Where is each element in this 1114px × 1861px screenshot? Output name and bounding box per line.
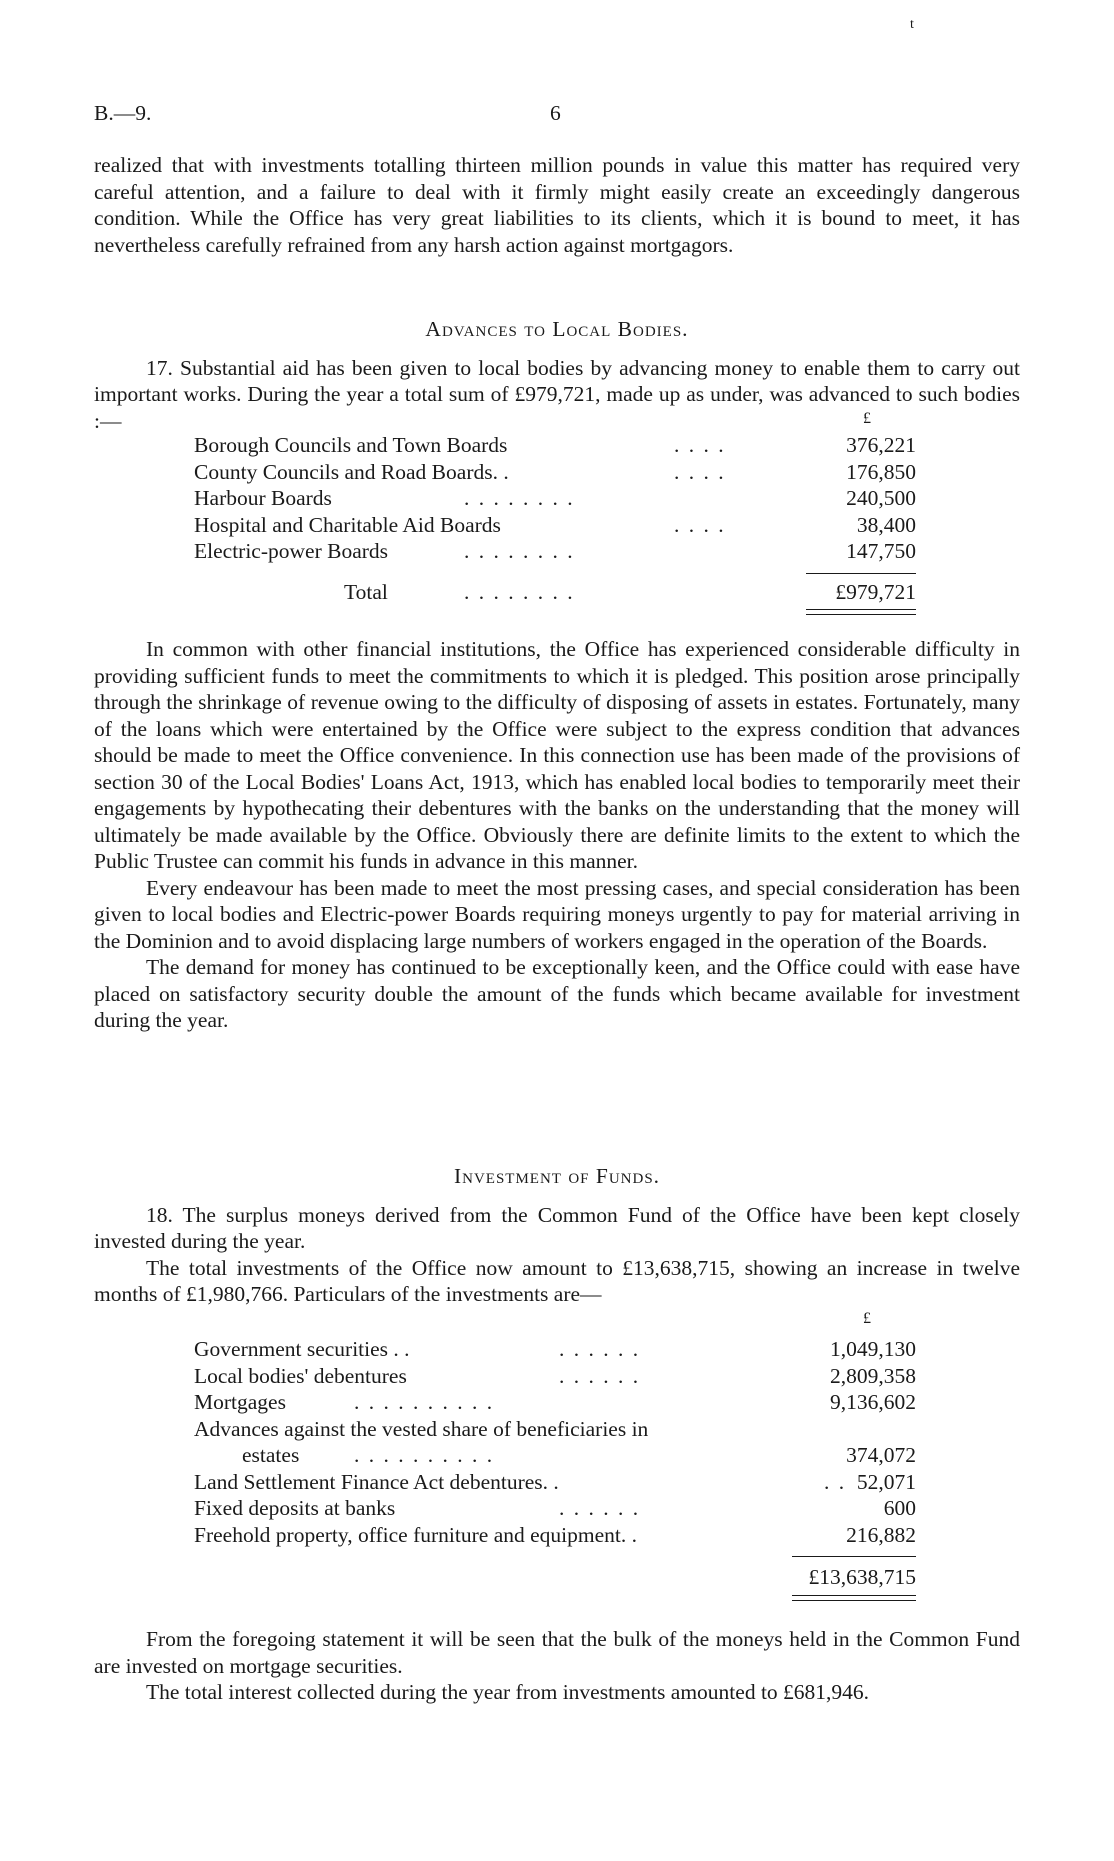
total-row: [94, 1564, 1020, 1591]
body-paragraph: The demand for money has continued to be exceptionally keen, and the Office could with ease have placed on satisfactory security double the amount of the funds which became available for investment during the year.: [94, 955, 1020, 1032]
leader-dots: . . . . . .: [559, 1363, 641, 1388]
row-amount: 38,400: [856, 512, 916, 537]
leader-dots: . . . . . .: [559, 1496, 641, 1520]
table-row: [94, 459, 1020, 486]
row-amount: 216,882: [846, 1522, 916, 1547]
intro-paragraph: realized that with investments totalling thirteen million pounds in value this matter has required very careful attention, and a failure to deal with it firmly might easily create an exceedingly dangerous condition. While the Office has very great liabilities to its clients, which it is bound to meet, it has nevertheless carefully refrained from any harsh action against mortgagors.: [94, 153, 1020, 257]
leader-dots: . . . .: [674, 512, 726, 537]
total-label: Total: [344, 579, 388, 604]
total-amount: £979,721: [835, 579, 916, 604]
table-row: [94, 1389, 1020, 1416]
table-row: [94, 1442, 1020, 1469]
table-row: [94, 538, 1020, 565]
row-amount: 600: [883, 1496, 916, 1520]
leader-dots: . . . . . . . .: [464, 486, 575, 510]
leader-dots: . . . . . . . .: [464, 579, 575, 604]
row-amount: 376,221: [846, 433, 916, 457]
body-paragraph: Every endeavour has been made to meet the most pressing cases, and special consideration has been given to local bodies and Electric-power Boards requiring moneys urgently to pay for material arriving in the Dominion and to avoid displacing large numbers of workers engaged in the operation of the Boards.: [94, 875, 1020, 953]
table-row: [94, 1363, 1020, 1390]
subtotal-rule: [792, 1556, 916, 1557]
total-double-rule: [792, 1595, 916, 1601]
investment-paragraph-1: 18. The surplus moneys derived from the Common Fund of the Office have been kept closely invested during the year.: [94, 1202, 1020, 1253]
closing-paragraph: The total interest collected during the year from investments amounted to £681,946.: [146, 1680, 870, 1704]
row-label: County Councils and Road Boards. .: [194, 459, 509, 484]
table-row: [94, 1522, 1020, 1549]
leader-dots: . . . . . . . . . .: [354, 1443, 495, 1467]
row-amount: 147,750: [846, 539, 916, 563]
investment-unit-row: [94, 1306, 1020, 1333]
row-amount: 374,072: [846, 1443, 916, 1467]
leader-dots: . . . . . . . . . .: [354, 1390, 495, 1414]
total-double-rule: [806, 609, 916, 615]
table-row: [94, 512, 1020, 539]
row-label: Electric-power Boards: [194, 539, 389, 563]
row-label: Mortgages: [194, 1390, 286, 1414]
page-header: [94, 100, 1020, 128]
investment-paragraph-2: The total investments of the Office now amount to £13,638,715, showing an increase in twelve months of £1,980,766. Particulars of the investments are—: [94, 1255, 1020, 1306]
leader-dots: . .: [824, 1469, 847, 1494]
row-label: estates: [242, 1443, 300, 1467]
closing-paragraph: From the foregoing statement it will be seen that the bulk of the moneys held in the Common Fund are invested on mortgage securities.: [94, 1627, 1020, 1678]
advances-heading: Advances to Local Bodies.: [425, 317, 689, 341]
row-label: Local bodies' debentures: [194, 1363, 407, 1388]
investment-rows: [94, 1336, 1020, 1601]
leader-dots: . . . . . . . .: [464, 539, 575, 563]
total-amount: £13,638,715: [808, 1565, 916, 1589]
row-amount: 52,071: [856, 1469, 916, 1494]
intro-section: [94, 152, 1020, 258]
closing-section: [94, 1626, 1020, 1706]
row-amount: 1,049,130: [830, 1337, 916, 1361]
subtotal-rule: [806, 573, 916, 574]
row-label: Land Settlement Finance Act debentures. .: [194, 1469, 559, 1494]
leader-dots: . . . .: [674, 433, 726, 457]
leader-dots: . . . .: [674, 459, 726, 484]
advances-unit: £: [863, 410, 871, 427]
corner-mark: t: [910, 17, 914, 32]
row-amount: 9,136,602: [830, 1390, 916, 1414]
document-reference: B.—9.: [94, 101, 152, 125]
table-row: [94, 485, 1020, 512]
row-label: Hospital and Charitable Aid Boards: [194, 512, 501, 537]
investment-unit: £: [863, 1310, 871, 1327]
page-number: 6: [550, 101, 561, 125]
table-row: [94, 1336, 1020, 1363]
advances-paragraph: 17. Substantial aid has been given to local bodies by advancing money to enable them to carry out important works. During the year a total sum of £979,721, made up as under, was advanced to such bodies :—: [94, 355, 1020, 433]
leader-dots: . . . . . .: [559, 1337, 641, 1361]
table-row: [94, 1416, 1020, 1443]
row-label: Advances against the vested share of beneficiaries in: [194, 1416, 649, 1441]
row-amount: 176,850: [846, 459, 916, 484]
table-row: [94, 1469, 1020, 1496]
row-label: Fixed deposits at banks: [194, 1496, 396, 1520]
row-label: Harbour Boards: [194, 486, 332, 510]
body-paragraph: In common with other financial institutions, the Office has experienced considerable difficulty in providing sufficient funds to meet the commitments to which it is pledged. This position arose principally through the shrinkage of revenue owing to the difficulty of disposing of assets in estates. Fortunately, many of the loans which were entertained by the Office were subject to the express condition that advances should be made to meet the Office convenience. In this connection use has been made of the provisions of section 30 of the Local Bodies' Loans Act, 1913, which has enabled local bodies to temporarily meet their engagements by hypothecating their debentures with the banks on the understanding that the money will ultimately be made available by the Office. Obviously there are definite limits to the extent to which the Public Trustee can commit his funds in advance in this manner.: [94, 637, 1020, 873]
table-row: [94, 432, 1020, 459]
row-amount: 240,500: [846, 486, 916, 510]
total-row: [94, 579, 1020, 606]
row-label: Government securities . .: [194, 1337, 410, 1361]
row-label: Freehold property, office furniture and equipment. .: [194, 1522, 637, 1547]
row-amount: 2,809,358: [830, 1363, 916, 1388]
row-label: Borough Councils and Town Boards: [194, 433, 508, 457]
investment-heading: Investment of Funds.: [453, 1164, 661, 1188]
table-row: [94, 1495, 1020, 1522]
advances-unit-row: [94, 406, 1020, 433]
body-section: [94, 636, 1020, 1034]
investment-section: [94, 1163, 1020, 1308]
advances-rows: [94, 432, 1020, 615]
